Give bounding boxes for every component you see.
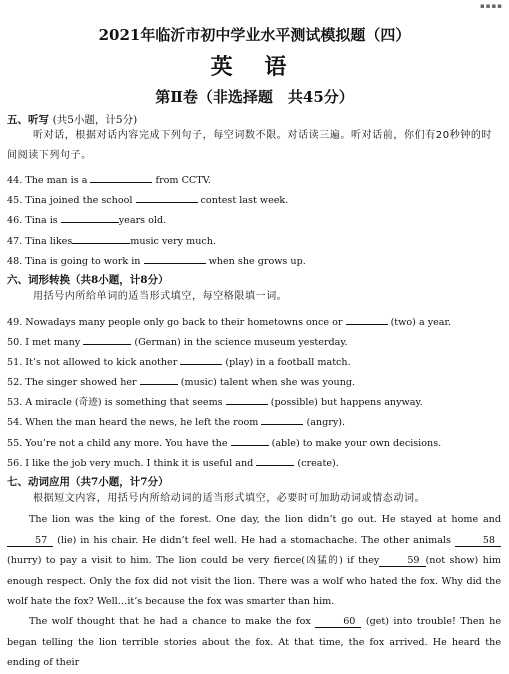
section-title: 五、听写 xyxy=(7,114,49,126)
question-text: (two) a year. xyxy=(387,317,452,328)
question-text: 51. It’s not allowed to kick another xyxy=(7,357,181,368)
question-text: (German) in the science museum yesterday. xyxy=(131,337,348,348)
question-text: (possible) but happens anyway. xyxy=(267,397,423,408)
question-49 xyxy=(7,314,451,328)
question-text: 55. You’re not a child any more. You have the xyxy=(7,438,231,449)
question-text: years old. xyxy=(118,215,167,226)
passage-text: The lion was the king of the forest. One day, the lion didn’t go out. He stayed at home and xyxy=(29,514,501,525)
question-text: 47. Tina likes xyxy=(7,236,73,247)
section-wordform-instruction: 用括号内所给单词的适当形式填空，每空格限填一词。 xyxy=(33,291,288,302)
question-text: (angry). xyxy=(303,417,346,428)
question-text: 53. A miracle (奇迹) is something that seems xyxy=(7,397,226,408)
question-text: 50. I met many xyxy=(7,337,84,348)
answer-blank[interactable] xyxy=(144,253,206,264)
answer-blank[interactable] xyxy=(83,334,131,345)
blank-number-60[interactable]: 60 xyxy=(315,616,361,628)
question-text: 49. Nowadays many people only go back to their hometowns once or xyxy=(7,317,346,328)
passage-text: (lie) in his chair. He didn’t feel well. He had a stomachache. The other animals xyxy=(57,534,455,546)
question-51 xyxy=(7,354,351,368)
blank-number-58[interactable]: 58 xyxy=(455,535,501,547)
answer-blank[interactable] xyxy=(261,414,303,425)
question-text: from CCTV. xyxy=(152,175,211,186)
question-45 xyxy=(7,192,288,206)
exam-title: 2021年临沂市初中学业水平测试模拟题（四） xyxy=(98,26,411,44)
section-note: (共5小题，计5分) xyxy=(52,114,138,126)
passage-text: (hurry) to pay a visit to him. The lion could be very fierce(凶猛的) if they xyxy=(7,555,380,566)
question-text: 46. Tina is xyxy=(7,215,61,226)
question-50 xyxy=(7,334,348,348)
answer-blank[interactable] xyxy=(256,455,294,466)
question-56 xyxy=(7,455,339,469)
blank-number-57[interactable]: 57 xyxy=(7,535,53,547)
question-46 xyxy=(7,212,166,226)
question-55 xyxy=(7,435,441,449)
subject-heading: 英 语 xyxy=(210,54,299,80)
passage-paragraph-1 xyxy=(7,510,501,613)
question-44 xyxy=(7,172,211,186)
question-text: (able) to make your own decisions. xyxy=(268,438,442,449)
question-text: (create). xyxy=(294,458,339,469)
question-text: music very much. xyxy=(130,236,217,247)
answer-blank[interactable] xyxy=(346,314,388,325)
question-54 xyxy=(7,414,345,428)
question-53 xyxy=(7,394,423,408)
passage-paragraph-2 xyxy=(7,612,501,674)
passage-text: The wolf thought that he had a chance to make the fox xyxy=(29,616,316,627)
question-text: 54. When the man heard the news, he left the room xyxy=(7,417,262,428)
question-text: 44. The man is a xyxy=(7,175,91,186)
passage-text: (get) into trouble! Then he began telling the lion terrible stories about the fox. At that time, the fox arrived. He heard the ending of their xyxy=(7,616,501,668)
answer-blank[interactable] xyxy=(180,354,222,365)
answer-blank[interactable] xyxy=(226,394,268,405)
answer-blank[interactable] xyxy=(231,435,269,446)
question-text: (music) talent when she was young. xyxy=(177,377,356,388)
question-text: when she grows up. xyxy=(205,256,306,267)
question-48 xyxy=(7,253,306,267)
passage-text: (not show) him enough respect. Only the fox did not visit the lion. There was a wolf who hated the fox. Why did the wolf hate the fox? Well…it’s because the fox was smarter than him. xyxy=(7,555,501,607)
answer-blank[interactable] xyxy=(136,192,198,203)
question-52 xyxy=(7,374,355,388)
section-listening-heading xyxy=(7,112,137,127)
corner-mark: ▪▪▪▪ xyxy=(480,2,503,10)
section-verbs-instruction: 根据短文内容，用括号内所给动词的适当形式填空，必要时可加助动词或情态动词。 xyxy=(33,493,426,504)
volume-heading: 第Ⅱ卷（非选择题 共45分） xyxy=(155,88,354,106)
answer-blank[interactable] xyxy=(90,172,152,183)
blank-number-59[interactable]: 59 xyxy=(379,555,425,567)
section-wordform-heading: 六、词形转换（共8小题，计8分） xyxy=(7,274,169,286)
question-47 xyxy=(7,233,216,247)
question-text: contest last week. xyxy=(197,195,289,206)
answer-blank[interactable] xyxy=(72,233,130,244)
question-text: 45. Tina joined the school xyxy=(7,195,136,206)
question-text: (play) in a football match. xyxy=(222,357,351,368)
question-text: 56. I like the job very much. I think it is useful and xyxy=(7,458,257,469)
answer-blank[interactable] xyxy=(61,212,119,223)
section-verbs-heading: 七、动词应用（共7小题，计7分） xyxy=(7,476,169,488)
answer-blank[interactable] xyxy=(140,374,178,385)
section-listening-instruction: 听对话，根据对话内容完成下列句子，每空词数不限。对话读三遍。听对话前，你们有20秒钟的时间阅读下列句子。 xyxy=(7,130,493,161)
question-text: 52. The singer showed her xyxy=(7,377,140,388)
question-text: 48. Tina is going to work in xyxy=(7,256,144,267)
